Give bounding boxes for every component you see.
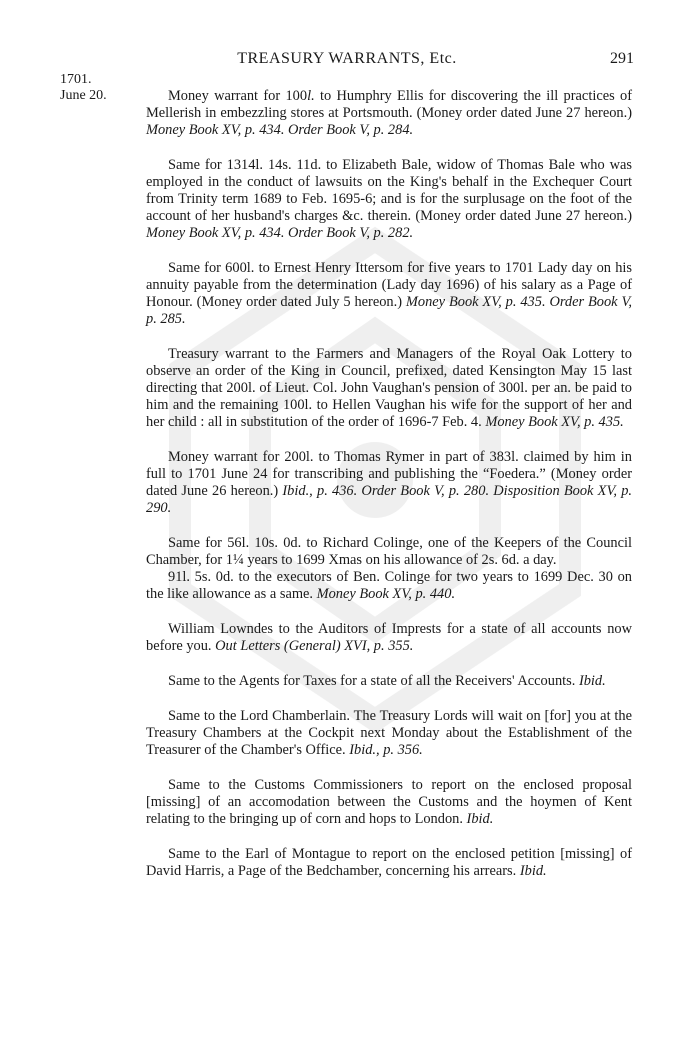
entry-paragraph xyxy=(146,449,632,517)
entry-paragraph xyxy=(146,708,632,759)
entry-text: l. xyxy=(307,88,315,104)
entry-reference: Ibid., p. 436. Order Book V, p. 280. Disposition Book XV, p. 290. xyxy=(146,483,632,516)
document-body xyxy=(146,88,632,898)
entry-reference: Money Book XV, p. 434. Order Book V, p. 284. xyxy=(146,122,414,138)
running-header xyxy=(60,50,634,70)
page-number: 291 xyxy=(610,50,634,67)
entry-paragraph xyxy=(146,846,632,880)
entry-text: Same to the Earl of Montague to report on the enclosed petition [missing] of David Harris, a Page of the Bedchamber, concerning his arrears. xyxy=(146,846,632,879)
entry-paragraph xyxy=(146,777,632,828)
entry-text: Same to the Customs Commissioners to report on the enclosed proposal [missing] of an accomodation between the Customs and the hoymen of Kent relating to the bringing up of corn and hops to London. xyxy=(146,777,632,827)
entry-text: Same to the Lord Chamberlain. The Treasury Lords will wait on [for] you at the Treasury Chambers at the Cockpit next Monday about the Establishment of the Treasurer of the Chamber's Office. xyxy=(146,708,632,758)
entry-reference: Money Book XV, p. 435. xyxy=(485,414,624,430)
entry-paragraph xyxy=(146,157,632,242)
entry-paragraph xyxy=(146,569,632,603)
entry-text: Same for 1314l. 14s. 11d. to Elizabeth Bale, widow of Thomas Bale who was employed in the conduct of lawsuits on the King's behalf in the Exchequer Court from Trinity term 1689 to Feb. 1695-6; and is for the surplusage on the foot of the account of her husband's charges &c. therein. (Money order dated June 27 hereon.) xyxy=(146,157,632,224)
entry-paragraph xyxy=(146,260,632,328)
entry-text: Same for 56l. 10s. 0d. to Richard Colinge, one of the Keepers of the Council Chamber, for 1¼ years to 1699 Xmas on his allowance of 2s. 6d. a day. xyxy=(146,535,632,568)
entry-reference: Money Book XV, p. 440. xyxy=(316,586,456,602)
entry-text: Same to the Agents for Taxes for a state of all the Receivers' Accounts. xyxy=(168,673,579,689)
margin-date: June 20. xyxy=(60,88,107,103)
entry-text: Treasury warrant to the Farmers and Managers of the Royal Oak Lottery to observe an order of the King in Council, prefixed, dated Kensington May 15 last directing that 200l. of Lieut. Col. John Vaughan's pension of 300l. per an. be paid to him and the remaining 100l. to Hellen Vaughan his wife for the support of her and her child : all in substitution of the order of 1696-7 Feb. 4. xyxy=(146,346,632,430)
entry-text: William Lowndes to the Auditors of Imprests for a state of all accounts now before you. xyxy=(146,621,632,654)
entry-reference: Out Letters (General) XVI, p. 355. xyxy=(215,638,414,654)
entry-reference: Ibid. xyxy=(519,863,547,879)
entry-paragraph xyxy=(146,621,632,655)
margin-year: 1701. xyxy=(60,72,92,87)
entry-reference: Ibid., p. 356. xyxy=(349,742,423,758)
page-title: TREASURY WARRANTS, Etc. xyxy=(237,50,457,67)
entry-paragraph xyxy=(146,673,632,690)
entry-reference: Money Book XV, p. 435. Order Book V, p. 285. xyxy=(146,294,632,327)
entry-reference: Ibid. xyxy=(466,811,494,827)
entry-paragraph xyxy=(146,88,632,139)
entry-text: to Humphry Ellis for discovering the ill practices of Mellerish in embezzling stores at Portsmouth. (Money order dated June 27 hereon.) xyxy=(146,88,633,121)
entry-paragraph xyxy=(146,535,632,569)
entry-reference: Money Book XV, p. 434. Order Book V, p. 282. xyxy=(146,225,414,241)
entry-text: Same for 600l. to Ernest Henry Ittersom for five years to 1701 Lady day on his annuity payable from the determination (Lady day 1696) of his salary as a Page of Honour. (Money order dated July 5 hereon.) xyxy=(146,260,632,310)
entry-reference: Ibid. xyxy=(578,673,606,689)
entry-text: Money warrant for 100 xyxy=(168,88,308,104)
entry-paragraph xyxy=(146,346,632,431)
entry-text: Money warrant for 200l. to Thomas Rymer in part of 383l. claimed by him in full to 1701 June 24 for transcribing and publishing the “Foedera.” (Money order dated June 26 hereon.) xyxy=(146,449,632,499)
entry-text: 91l. 5s. 0d. to the executors of Ben. Colinge for two years to 1699 Dec. 30 on the like allowance as a same. xyxy=(146,569,632,602)
